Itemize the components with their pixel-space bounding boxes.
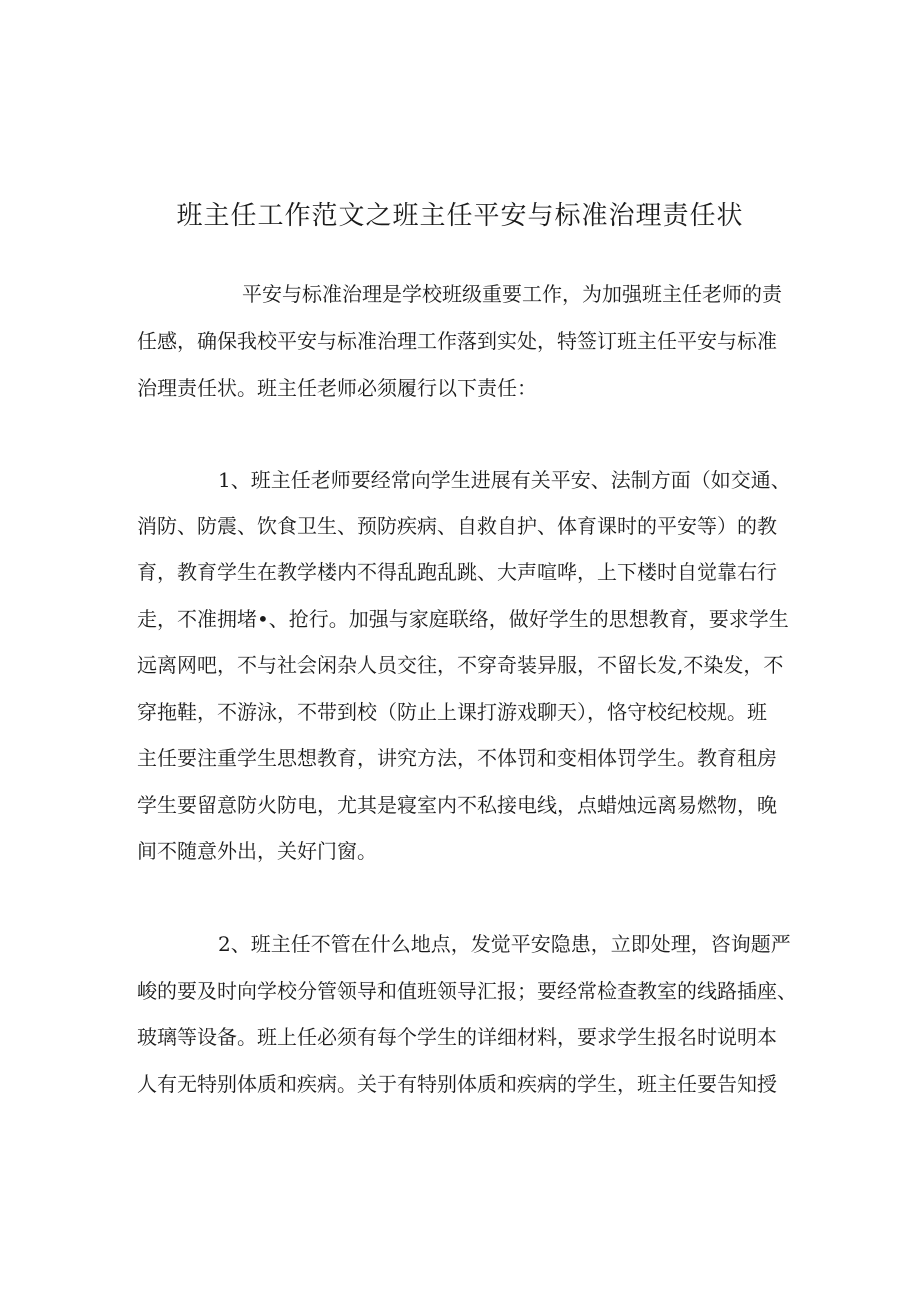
item1-line: 远离网吧，不与社会闲杂人员交往，不穿奇装异服，不留长发,不染发，不 [137, 653, 784, 677]
item2-line: 人有无特别体质和疾病。关于有特别体质和疾病的学生，班主任要告知授 [137, 1072, 777, 1096]
item1-line: 学生要留意防火防电，尤其是寝室内不私接电线，点蜡烛远离易燃物，晚 [137, 793, 777, 817]
item1-line: 消防、防震、饮食卫生、预防疾病、自救自护、体育课时的平安等）的教 [137, 514, 777, 538]
item2-line: 玻璃等设备。班上任必须有每个学生的详细材料，要求学生报名时说明本 [137, 1025, 777, 1049]
item2-line: 2、班主任不管在什么地点，发觉平安隐患，立即处理，咨询题严 [218, 932, 791, 956]
intro-line: 任感，确保我校平安与标准治理工作落到实处，特签订班主任平安与标准 [137, 329, 777, 353]
intro-line: 平安与标准治理是学校班级重要工作，为加强班主任老师的责 [242, 282, 782, 306]
document-title: 班主任工作范文之班主任平安与标准治理责任状 [176, 201, 744, 231]
item1-line: 走，不准拥堵•、抢行。加强与家庭联络，做好学生的思想教育，要求学生 [137, 607, 789, 631]
item1-line: 1、班主任老师要经常向学生进展有关平安、法制方面（如交通、 [218, 468, 791, 492]
item1-line: 穿拖鞋，不游泳，不带到校（防止上课打游戏聊天），恪守校纪校规。班 [137, 700, 767, 724]
item1-line: 主任要注重学生思想教育，讲究方法，不体罚和变相体罚学生。教育租房 [137, 746, 777, 770]
item1-line: 间不随意外出，关好门窗。 [137, 839, 377, 863]
item1-line: 育，教育学生在教学楼内不得乱跑乱跳、大声喧哗，上下楼时自觉靠右行 [137, 560, 777, 584]
intro-line: 治理责任状。班主任老师必须履行以下责任： [137, 376, 537, 400]
item2-line: 峻的要及时向学校分管领导和值班领导汇报；要经常检查教室的线路插座、 [137, 979, 797, 1003]
